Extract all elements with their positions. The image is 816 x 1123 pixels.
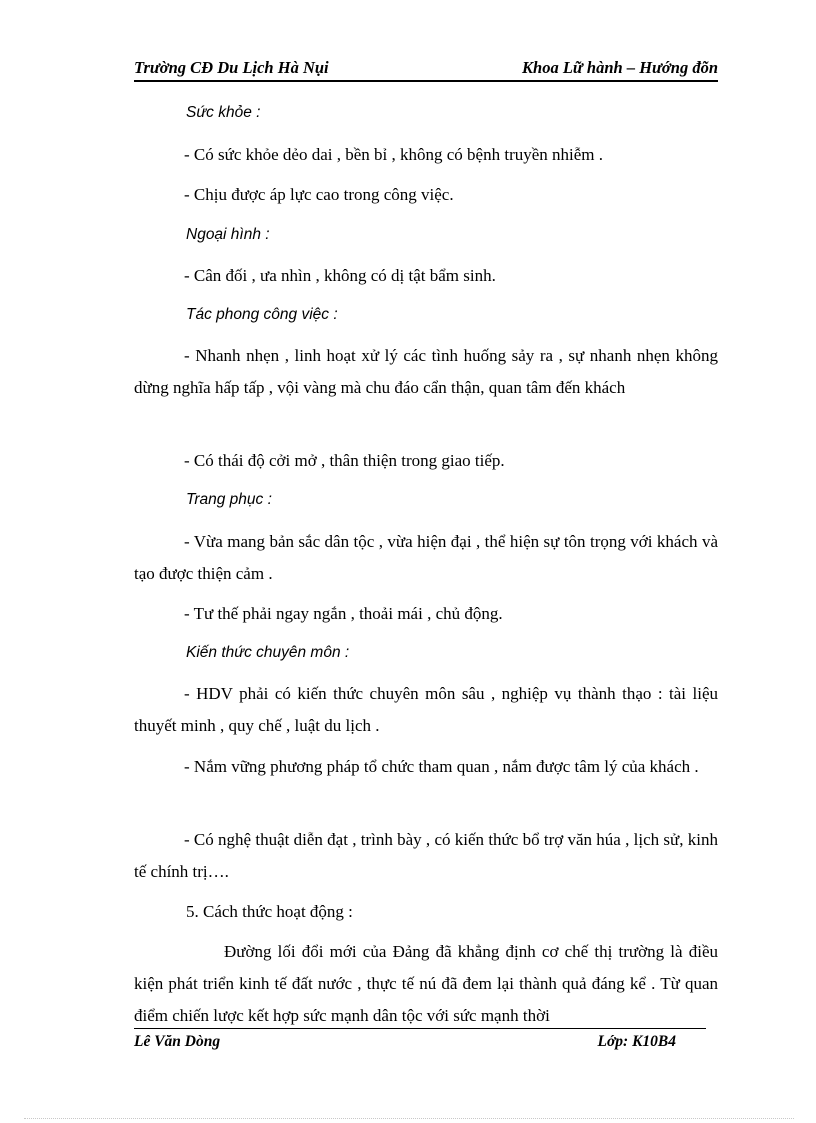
footer-class: Lớp: K10B4: [597, 1033, 676, 1050]
knowledge-item-1: - HDV phải có kiến thức chuyên môn sâu , nghiệp vụ thành thạo : tài liệu thuyết minh , quy chế , luật du lịch .: [134, 684, 718, 735]
page-footer: [134, 1028, 706, 1053]
manner-item-2: - Có thái độ cởi mở , thân thiện trong giao tiếp.: [184, 451, 505, 470]
health-heading: Sức khỏe :: [186, 104, 261, 121]
section-5-paragraph: Đường lối đổi mới của Đảng đã khẳng định cơ chế thị trường là điều kiện phát triển kinh tế đất nước , thực tế nú đã đem lại thành quả đáng kể . Từ quan điểm chiến lược kết hợp sức mạnh dân tộc với sức mạnh thời: [134, 942, 718, 1025]
knowledge-heading: Kiến thức chuyên môn :: [186, 644, 350, 661]
manner-item-1: - Nhanh nhẹn , linh hoạt xử lý các tình huống sảy ra , sự nhanh nhẹn không dừng nghĩa hấp tấp , vội vàng mà chu đáo cẩn thận, quan tâm đến khách: [134, 346, 718, 397]
header-faculty: Khoa Lữ hành – Hướng đõn: [522, 58, 718, 77]
appearance-item-1: - Cân đối , ưa nhìn , không có dị tật bẩm sinh.: [184, 266, 496, 285]
attire-item-1: - Vừa mang bản sắc dân tộc , vừa hiện đại , thể hiện sự tôn trọng với khách và tạo được thiện cảm .: [134, 532, 718, 583]
knowledge-item-3: - Có nghệ thuật diễn đạt , trình bày , có kiến thức bổ trợ văn húa , lịch sử, kinh tế chính trị….: [134, 830, 718, 881]
manner-heading: Tác phong công việc :: [186, 306, 338, 323]
health-item-1: - Có sức khỏe dẻo dai , bền bỉ , không có bệnh truyền nhiễm .: [184, 145, 604, 164]
footer-author: Lê Văn Dòng: [134, 1033, 221, 1050]
section-5-heading: 5. Cách thức hoạt động :: [186, 902, 353, 921]
knowledge-item-2: - Nắm vững phương pháp tổ chức tham quan , nắm được tâm lý của khách .: [184, 757, 699, 776]
header-school: Trường CĐ Du Lịch Hà Nụi: [134, 58, 329, 77]
attire-heading: Trang phục :: [186, 491, 272, 508]
page-header: [134, 54, 718, 82]
page-edge-divider: [24, 1118, 794, 1119]
attire-item-2: - Tư thế phải ngay ngắn , thoải mái , chủ động.: [184, 604, 503, 623]
appearance-heading: Ngoại hình :: [186, 226, 270, 243]
health-item-2: - Chịu được áp lực cao trong công việc.: [184, 185, 454, 204]
